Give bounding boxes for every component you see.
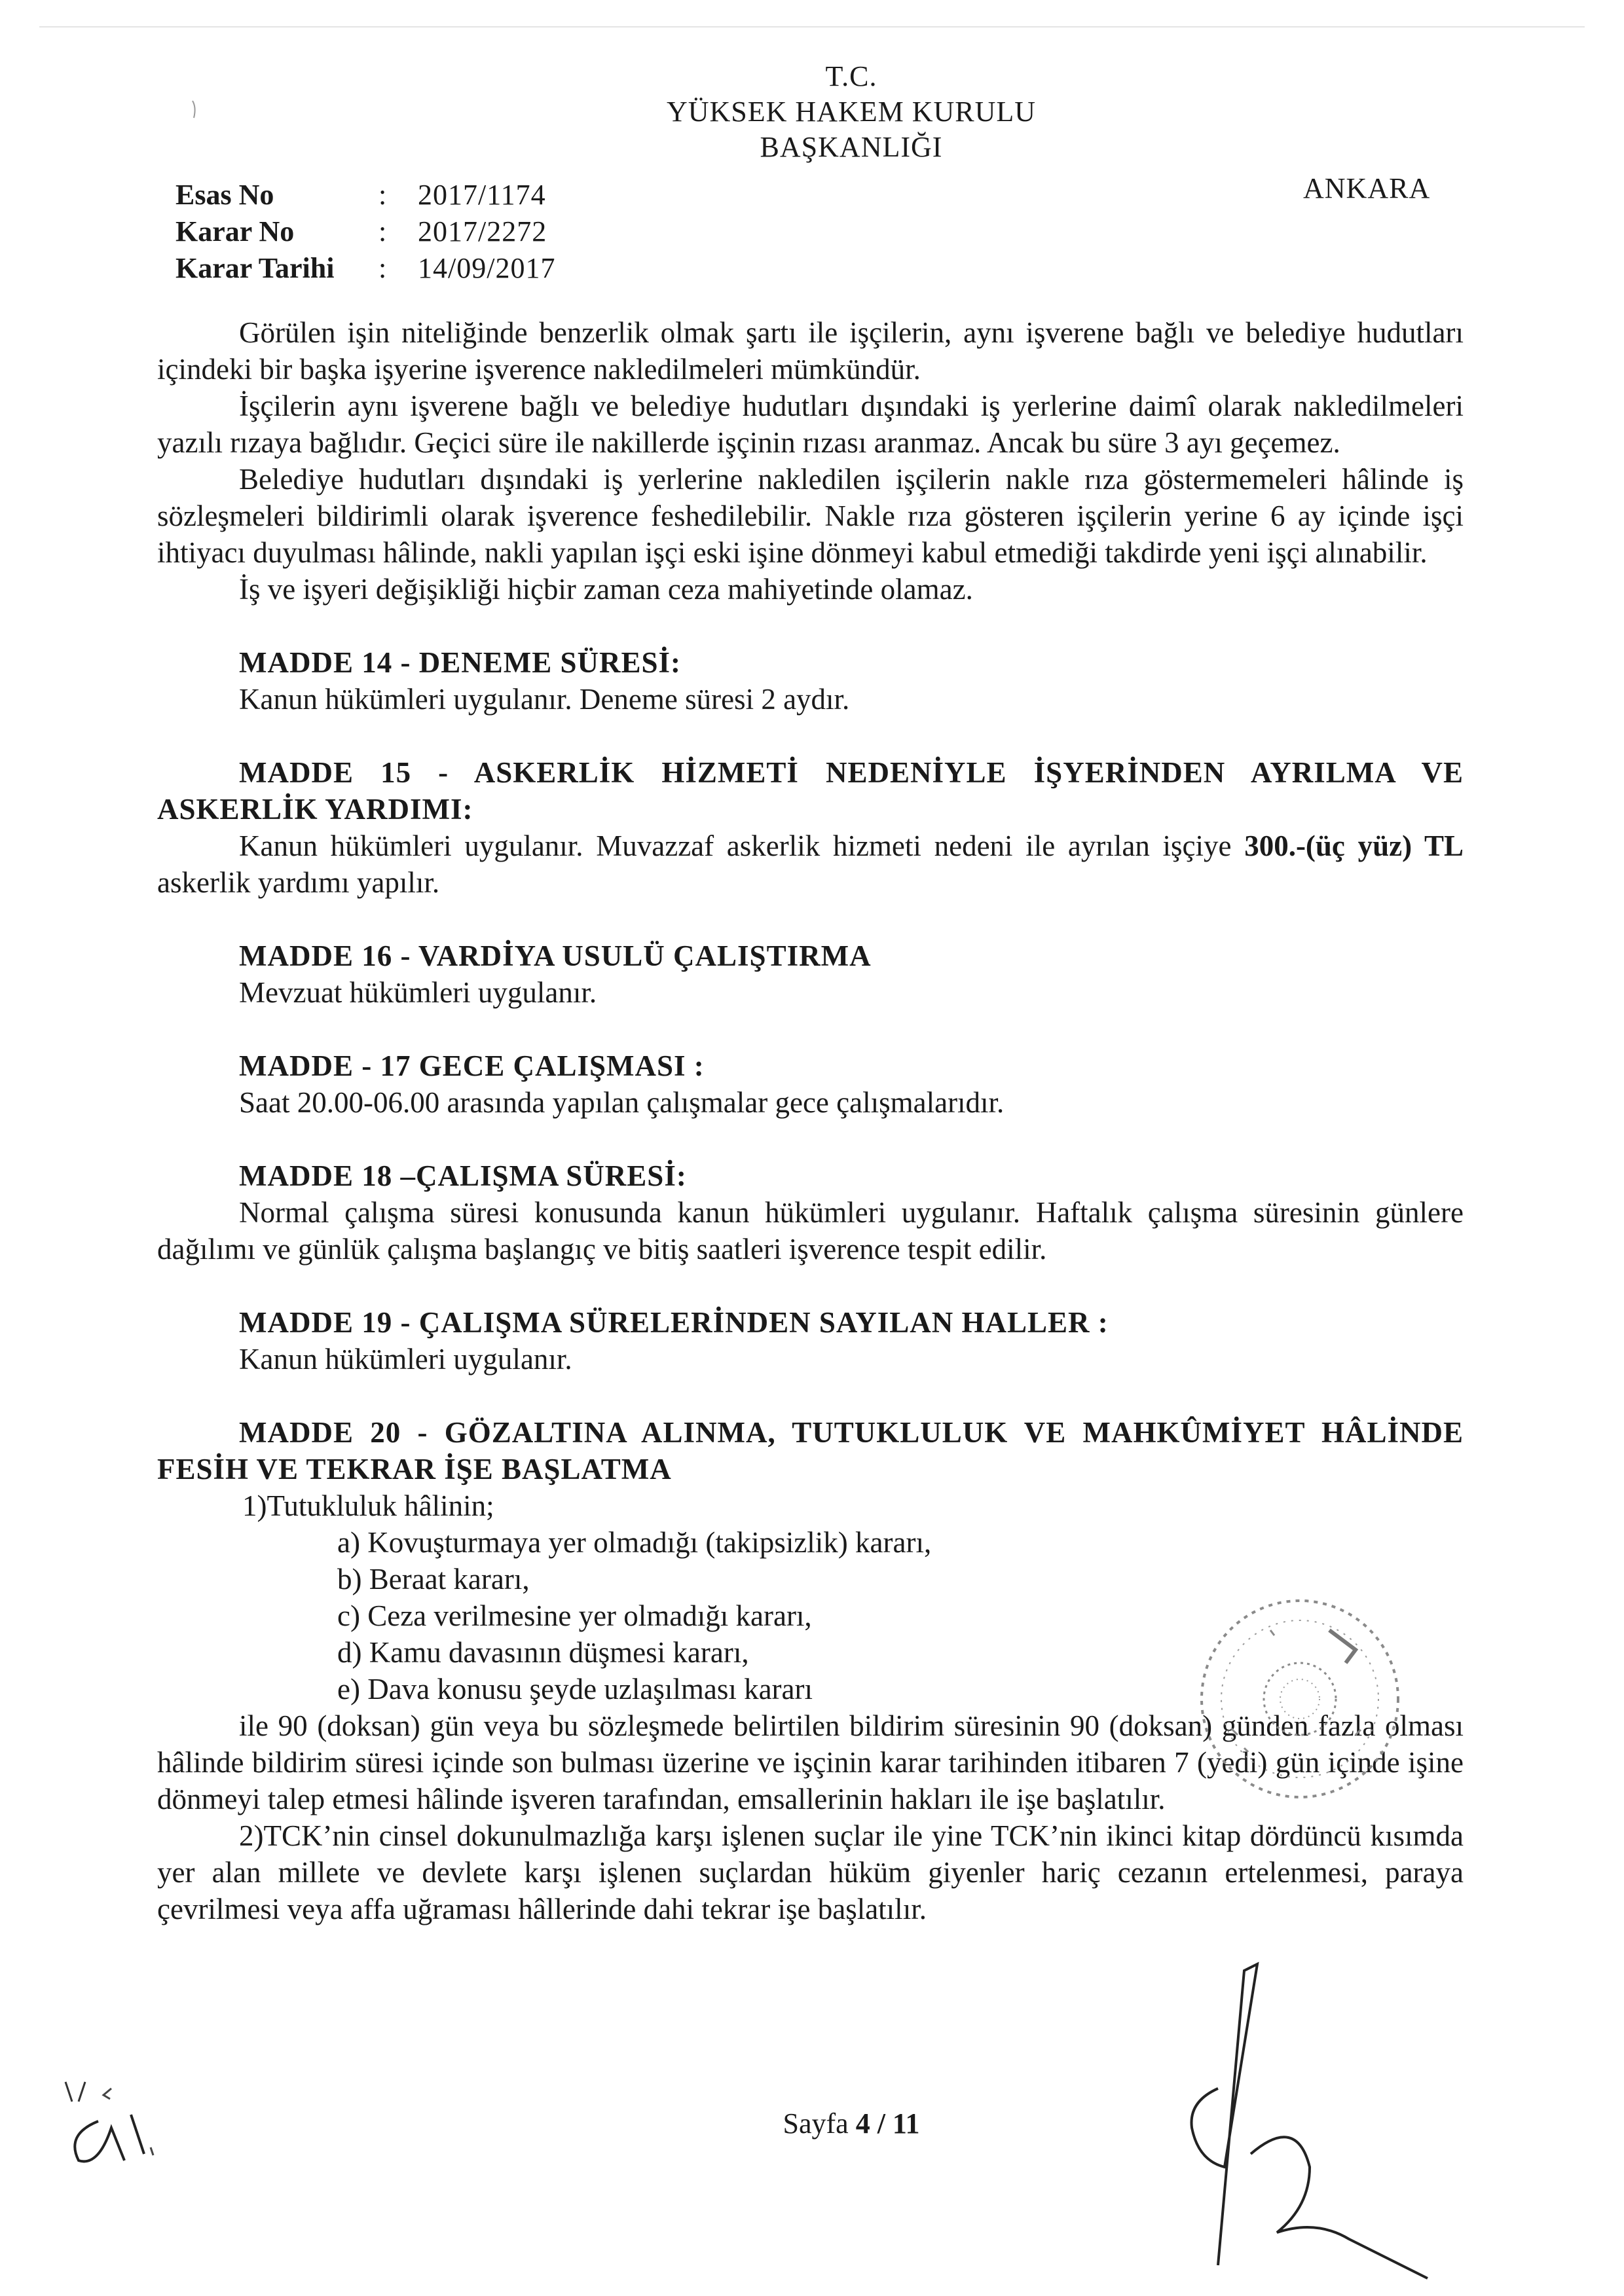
header-tc: T.C.	[825, 60, 877, 92]
meta-key: Karar No	[175, 215, 295, 247]
list-item: e) Dava konusu şeyde uzlaşılması kararı	[337, 1673, 813, 1705]
article-14-text: Kanun hükümleri uygulanır. Deneme süresi 2 aydır.	[239, 683, 850, 716]
article-14-title: MADDE 14 - DENEME SÜRESİ:	[239, 646, 682, 679]
meta-key: Esas No	[175, 179, 274, 211]
paragraph: Görülen işin niteliğinde benzerlik olmak şartı ile işçilerin, aynı işverene bağlı ve belediye hudutları içindeki bir başka işyerine işverence nakledilmeleri mümkündür.	[157, 316, 1464, 386]
article-15-title: MADDE 15 - ASKERLİK HİZMETİ NEDENİYLE İŞYERİNDEN AYRILMA VE ASKERLİK YARDIMI:	[157, 756, 1464, 826]
meta-key: Karar Tarihi	[175, 252, 335, 284]
meta-value: 2017/2272	[418, 215, 547, 247]
header-city: ANKARA	[1303, 172, 1431, 204]
article-20-text: ile 90 (doksan) gün veya bu sözleşmede belirtilen bildirim süresinin 90 (doksan) günden fazla olması hâlinde bildirim süresi içinde son bulması üzerine ve işçinin karar tarihinden itibaren 7 (yedi) gün içinde işine dönmeyi talep etmesi hâlinde işveren tarafından, emsallerinin hakları ile işe başlatılır.	[157, 1709, 1464, 1815]
list-item: a) Kovuşturmaya yer olmadığı (takipsizlik) kararı,	[337, 1526, 932, 1559]
meta-row-tarih	[175, 250, 555, 287]
header-office: BAŞKANLIĞI	[760, 131, 943, 163]
official-seal-stamp	[1192, 1591, 1408, 1807]
document-header	[0, 59, 1624, 165]
article-17-text: Saat 20.00-06.00 arasında yapılan çalışmalar gece çalışmalarıdır.	[239, 1086, 1005, 1119]
list-item: c) Ceza verilmesine yer olmadığı kararı,	[337, 1599, 812, 1632]
paragraph: İşçilerin aynı işverene bağlı ve belediye hudutları dışındaki iş yerlerine daimî olarak nakledilmeleri yazılı rızaya bağlıdır. Geçici süre ile nakillerde işçinin rızası aranmaz. Ancak bu süre 3 ayı geçemez.	[157, 390, 1464, 459]
article-16-text: Mevzuat hükümleri uygulanır.	[239, 976, 597, 1009]
meta-value: 2017/1174	[418, 179, 546, 211]
header-institution: YÜKSEK HAKEM KURULU	[666, 96, 1037, 128]
article-20-subsection-1: 1)Tutukluluk hâlinin;	[242, 1489, 494, 1522]
article-15-text-c: askerlik yardımı yapılır.	[157, 866, 440, 899]
meta-row-karar	[175, 213, 555, 250]
meta-colon: :	[378, 215, 387, 247]
article-16-title: MADDE 16 - VARDİYA USULÜ ÇALIŞTIRMA	[239, 939, 872, 972]
page-separator: /	[870, 2107, 893, 2140]
article-15-text	[157, 828, 1464, 901]
meta-value: 14/09/2017	[418, 252, 556, 284]
paragraph: Belediye hudutları dışındaki iş yerlerine nakledilen işçilerin nakle rıza göstermemeleri hâlinde iş sözleşmeleri bildirimli olarak işverence feshedilebilir. Nakle rıza gösteren işçilerin yerine 6 ay içinde işçi ihtiyacı duyulması hâlinde, nakli yapılan işçi eski işine dönmeyi kabul etmediği takdirde yeni işçi alınabilir.	[157, 463, 1464, 569]
meta-colon: :	[378, 252, 387, 284]
list-item: b) Beraat kararı,	[337, 1563, 530, 1595]
paragraph: İş ve işyeri değişikliği hiçbir zaman ceza mahiyetinde olamaz.	[239, 573, 973, 606]
page-current: 4	[855, 2107, 870, 2140]
list-item: d) Kamu davasının düşmesi kararı,	[337, 1636, 749, 1669]
article-17-title: MADDE - 17 GECE ÇALIŞMASI :	[239, 1049, 705, 1082]
article-20-subsection-2: 2)TCK’nin cinsel dokunulmazlığa karşı işlenen suçlar ile yine TCK’nin ikinci kitap dördüncü kısımda yer alan millete ve devlete karşı işlenen suçlardan hüküm giyenler hariç cezanın ertelenmesi, paraya çevrilmesi veya affa uğraması hâllerinde dahi tekrar işe başlatılır.	[157, 1819, 1464, 1925]
article-15-text-a: Kanun hükümleri uygulanır. Muvazzaf askerlik hizmeti nedeni ile ayrılan işçiye	[239, 829, 1245, 862]
meta-colon: :	[378, 179, 387, 211]
article-20-title: MADDE 20 - GÖZALTINA ALINMA, TUTUKLULUK VE MAHKÛMİYET HÂLİNDE FESİH VE TEKRAR İŞE BAŞLATMA	[157, 1416, 1464, 1485]
article-19-title: MADDE 19 - ÇALIŞMA SÜRELERİNDEN SAYILAN HALLER :	[239, 1306, 1109, 1339]
case-meta	[175, 177, 555, 287]
page-total: 11	[892, 2107, 920, 2140]
article-15-amount: 300.-(üç yüz) TL	[1244, 829, 1464, 862]
scan-edge-line	[39, 26, 1585, 27]
article-18-text: Normal çalışma süresi konusunda kanun hükümleri uygulanır. Haftalık çalışma süresinin günlere dağılımı ve günlük çalışma başlangıç ve bitiş saatleri işverence tespit edilir.	[157, 1196, 1464, 1266]
article-18-title: MADDE 18 –ÇALIŞMA SÜRESİ:	[239, 1159, 687, 1192]
article-19-text: Kanun hükümleri uygulanır.	[239, 1343, 572, 1376]
page-number	[0, 2107, 1624, 2140]
meta-row-esas	[175, 177, 555, 213]
page-prefix: Sayfa	[783, 2107, 856, 2140]
